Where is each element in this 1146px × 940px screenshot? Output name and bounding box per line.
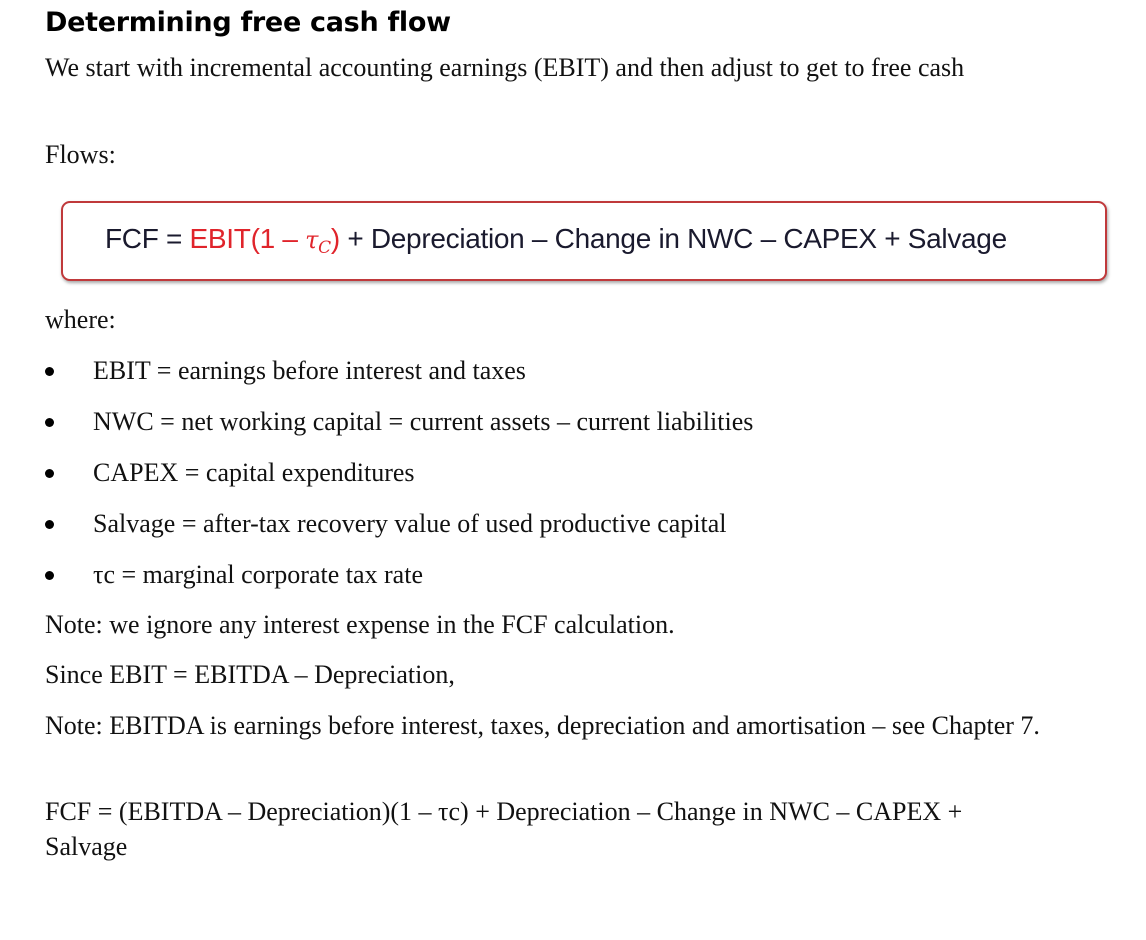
list-item bbox=[45, 404, 753, 455]
where-label: where: bbox=[45, 305, 116, 334]
definition-text: = marginal corporate tax rate bbox=[115, 560, 423, 589]
ebit-identity: Since EBIT = EBITDA – Depreciation, bbox=[45, 660, 455, 689]
definition-term: Salvage bbox=[93, 509, 176, 538]
section-heading: Determining free cash flow bbox=[45, 7, 451, 38]
definition-text: = capital expenditures bbox=[178, 458, 415, 487]
bullet-icon bbox=[45, 367, 54, 376]
formula-lhs: FCF = bbox=[105, 223, 190, 254]
interest-note: Note: we ignore any interest expense in the FCF calculation. bbox=[45, 610, 675, 639]
definition-term: EBIT bbox=[93, 356, 151, 385]
list-item bbox=[45, 353, 753, 404]
formula-tau: τ bbox=[305, 226, 319, 254]
definition-text: = earnings before interest and taxes bbox=[150, 356, 526, 385]
formula-ebit-term bbox=[189, 223, 340, 258]
formula-tau-subscript: C bbox=[318, 238, 331, 258]
definitions-list bbox=[45, 353, 753, 608]
ebitda-note: Note: EBITDA is earnings before interest, taxes, depreciation and amortisation – see Chapter 7. bbox=[45, 711, 1040, 740]
flows-label: Flows: bbox=[45, 140, 116, 169]
fcf-formula-box bbox=[61, 201, 1107, 281]
formula-rest: + Depreciation – Change in NWC – CAPEX + Salvage bbox=[339, 223, 1007, 254]
definition-text: = after-tax recovery value of used productive capital bbox=[175, 509, 727, 538]
definition-term: NWC bbox=[93, 407, 154, 436]
definition-term: CAPEX bbox=[93, 458, 179, 487]
list-item bbox=[45, 455, 753, 506]
bullet-icon bbox=[45, 520, 54, 529]
list-item bbox=[45, 506, 753, 557]
formula-ebit-text: EBIT(1 – bbox=[189, 223, 306, 254]
bullet-icon bbox=[45, 469, 54, 478]
bullet-icon bbox=[45, 571, 54, 580]
list-item bbox=[45, 557, 753, 608]
definition-text: = net working capital = current assets – current liabilities bbox=[153, 407, 754, 436]
definition-term: τc bbox=[93, 560, 115, 589]
bullet-icon bbox=[45, 418, 54, 427]
fcf-formula bbox=[105, 223, 1007, 258]
fcf-expanded-formula: FCF = (EBITDA – Depreciation)(1 – τc) + Depreciation – Change in NWC – CAPEX + Salvage bbox=[45, 797, 963, 861]
formula-ebit-close: ) bbox=[330, 223, 340, 254]
intro-paragraph: We start with incremental accounting earnings (EBIT) and then adjust to get to free cash bbox=[45, 53, 965, 82]
